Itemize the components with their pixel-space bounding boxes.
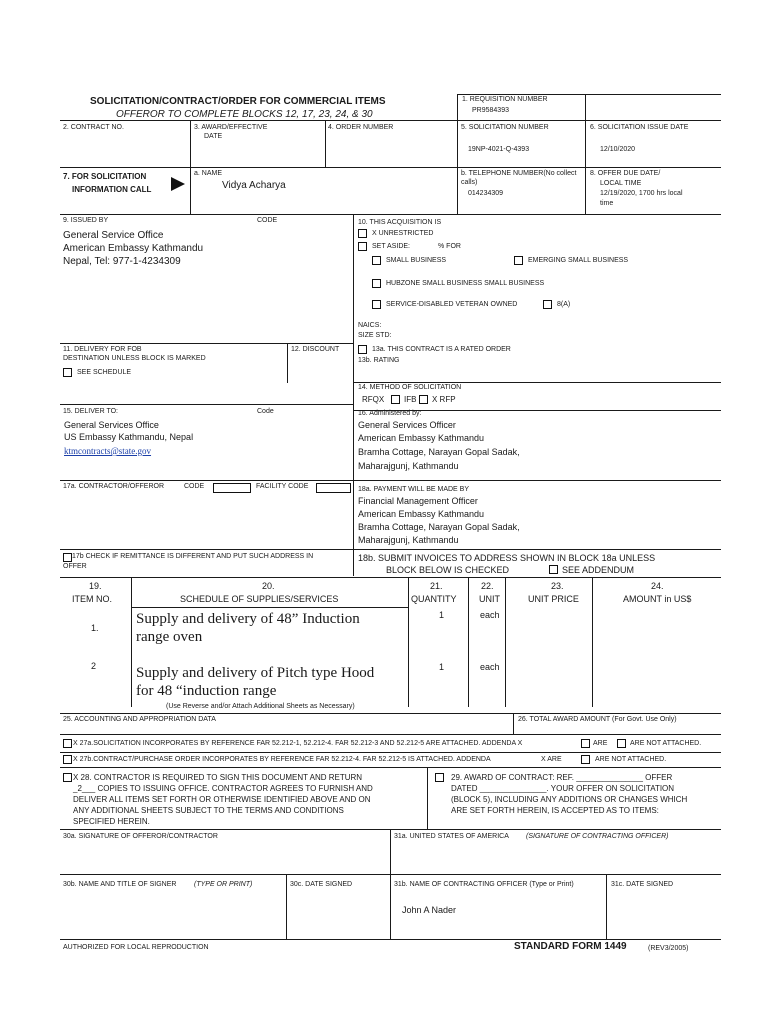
facility-code-label: FACILITY CODE: [256, 483, 309, 490]
29-text-line-3: (BLOCK 5), INCLUDING ANY ADDITIONS OR CHANGES WHICH: [451, 795, 688, 804]
27b-checkbox[interactable]: [63, 755, 72, 764]
officer-name-label: 31b. NAME OF CONTRACTING OFFICER (Type or Print): [394, 881, 574, 888]
hubzone-checkbox[interactable]: [372, 279, 381, 288]
col-21-number: 21.: [430, 581, 443, 591]
date-signed-31c-label: 31c. DATE SIGNED: [611, 881, 674, 888]
officer-name-value[interactable]: John A Nader: [402, 905, 457, 915]
col-item-no: ITEM NO.: [72, 594, 112, 604]
hubzone-label: HUBZONE SMALL BUSINESS SMALL BUSINESS: [386, 280, 545, 287]
size-std-label: SIZE STD:: [358, 332, 392, 339]
col-22-number: 22.: [481, 581, 494, 591]
offer-due-label-2: LOCAL TIME: [600, 180, 642, 187]
ifb-checkbox[interactable]: [419, 395, 428, 404]
arrow-right-icon: [171, 177, 185, 191]
see-addendum-label: SEE ADDENDUM: [562, 565, 635, 575]
col-19-number: 19.: [89, 581, 102, 591]
contract-no-label: 2. CONTRACT NO.: [63, 124, 124, 131]
requisition-label: 1. REQUISITION NUMBER: [462, 96, 548, 103]
issued-by-line-1[interactable]: General Service Office: [63, 230, 164, 241]
footer-reproduction: AUTHORIZED FOR LOCAL REPRODUCTION: [63, 944, 209, 951]
sdvosb-checkbox[interactable]: [372, 300, 381, 309]
27a-checkbox[interactable]: [63, 739, 72, 748]
item-1-description-2[interactable]: range oven: [136, 629, 203, 645]
deliver-to-label: 15. DELIVER TO:: [63, 408, 118, 415]
contractor-code-field[interactable]: [213, 483, 251, 493]
col-quantity: QUANTITY: [411, 594, 457, 604]
solicitation-call-label: 7. FOR SOLICITATION: [63, 172, 147, 181]
27a-are-checkbox[interactable]: [581, 739, 590, 748]
requisition-value[interactable]: PR9584393: [472, 107, 509, 114]
payment-line-2[interactable]: American Embassy Kathmandu: [358, 509, 485, 519]
ifb-label: IFB: [404, 395, 417, 404]
remittance-label-2: OFFER: [63, 563, 87, 570]
col-amount: AMOUNT in US$: [623, 594, 692, 604]
col-schedule: SCHEDULE OF SUPPLIES/SERVICES: [180, 594, 339, 604]
telephone-value[interactable]: 014234309: [468, 190, 504, 197]
deliver-to-line-1[interactable]: General Services Office: [64, 420, 159, 430]
discount-label: 12. DISCOUNT: [291, 346, 340, 353]
rated-order-checkbox[interactable]: [358, 345, 367, 354]
sdvosb-label: SERVICE-DISABLED VETERAN OWNED: [386, 301, 518, 308]
27a-are-not-label: ARE NOT ATTACHED.: [630, 740, 702, 747]
facility-code-field[interactable]: [316, 483, 351, 493]
rfq-checkbox[interactable]: [391, 395, 400, 404]
award-date-label: 3. AWARD/EFFECTIVE: [194, 124, 268, 131]
name-label: a. NAME: [194, 170, 223, 177]
telephone-label-2: calls): [461, 179, 478, 186]
solicitation-number-value[interactable]: 19NP-4021-Q-4393: [468, 146, 530, 153]
col-23-number: 23.: [551, 581, 564, 591]
item-1-description[interactable]: Supply and delivery of 48” Induction: [136, 611, 360, 627]
deliver-to-line-2[interactable]: US Embassy Kathmandu, Nepal: [64, 432, 194, 442]
28-text-line-5: SPECIFIED HEREIN.: [73, 817, 150, 826]
item-2-unit[interactable]: each: [480, 662, 500, 672]
29-text-line-1: 29. AWARD OF CONTRACT: REF. _______________ OFFER: [451, 773, 673, 782]
acquisition-label: 10. THIS ACQUISITION IS: [358, 219, 442, 226]
small-business-label: SMALL BUSINESS: [386, 257, 447, 264]
item-1-unit[interactable]: each: [480, 610, 500, 620]
administered-by-label: 16. Administered by:: [358, 410, 422, 417]
28-text-line-3: DELIVER ALL ITEMS SET FORTH OR OTHERWISE IDENTIFIED ABOVE AND ON: [73, 795, 371, 804]
emerging-business-label: EMERGING SMALL BUSINESS: [528, 257, 629, 264]
administered-by-line-2[interactable]: American Embassy Kathmandu: [358, 433, 485, 443]
contract-email-link[interactable]: ktmcontracts@state.gov: [64, 446, 152, 456]
rating-label: 13b. RATING: [358, 357, 400, 364]
award-date-label-2: DATE: [204, 133, 223, 140]
remittance-checkbox[interactable]: [63, 553, 72, 562]
issued-by-line-3[interactable]: Nepal, Tel: 977-1-4234309: [63, 256, 181, 267]
col-unit-price: UNIT PRICE: [528, 594, 579, 604]
issued-by-code-label: CODE: [257, 217, 278, 224]
item-1-number: 1.: [91, 623, 99, 633]
footer-revision: (REV3/2005): [648, 945, 689, 952]
administered-by-line-4[interactable]: Maharajgunj, Kathmandu: [358, 461, 459, 471]
accounting-label: 25. ACCOUNTING AND APPROPRIATION DATA: [63, 716, 216, 723]
payment-label: 18a. PAYMENT WILL BE MADE BY: [358, 486, 469, 493]
form-subtitle: OFFEROR TO COMPLETE BLOCKS 12, 17, 23, 24, & 30: [116, 109, 373, 120]
eight-a-checkbox[interactable]: [543, 300, 552, 309]
28-text-line-4: ANY ADDITIONAL SHEETS SUBJECT TO THE TERMS AND CONDITIONS: [73, 806, 344, 815]
solicitation-number-label: 5. SOLICITATION NUMBER: [461, 124, 549, 131]
rfp-label: X RFP: [432, 395, 456, 404]
administered-by-line-1[interactable]: General Services Officer: [358, 420, 456, 430]
item-2-quantity[interactable]: 1: [439, 662, 445, 672]
rfq-label: RFQX: [362, 395, 385, 404]
signature-usa-label: 31a. UNITED STATES OF AMERICA: [394, 833, 509, 840]
delivery-fob-label-2: DESTINATION UNLESS BLOCK IS MARKED: [63, 355, 206, 362]
invoice-label: 18b. SUBMIT INVOICES TO ADDRESS SHOWN IN BLOCK 18a UNLESS: [358, 553, 656, 563]
payment-line-3[interactable]: Bramha Cottage, Narayan Gopal Sadak,: [358, 522, 520, 532]
27b-are-not-label: ARE NOT ATTACHED.: [595, 756, 667, 763]
small-business-checkbox[interactable]: [372, 256, 381, 265]
set-aside-checkbox[interactable]: [358, 242, 367, 251]
issue-date-label: 6. SOLICITATION ISSUE DATE: [590, 124, 689, 131]
rated-order-label: 13a. THIS CONTRACT IS A RATED ORDER: [372, 346, 511, 353]
offer-due-label: 8. OFFER DUE DATE/: [590, 170, 661, 177]
invoice-label-2: BLOCK BELOW IS CHECKED: [386, 565, 510, 575]
unrestricted-checkbox[interactable]: [358, 229, 367, 238]
name-value[interactable]: Vidya Acharya: [222, 180, 286, 191]
delivery-fob-label: 11. DELIVERY FOR FOB: [63, 346, 142, 353]
27b-are-label: X ARE: [541, 756, 562, 763]
col-20-number: 20.: [262, 581, 275, 591]
payment-line-4[interactable]: Maharajgunj, Kathmandu: [358, 535, 459, 545]
29-text-line-4: ARE SET FORTH HEREIN, IS ACCEPTED AS TO ITEMS:: [451, 806, 659, 815]
27b-are-not-checkbox[interactable]: [581, 755, 590, 764]
telephone-label: b. TELEPHONE NUMBER(No collect: [461, 170, 577, 177]
date-signed-30c-label: 30c. DATE SIGNED: [290, 881, 353, 888]
total-award-label: 26. TOTAL AWARD AMOUNT (For Govt. Use Only): [518, 716, 677, 723]
item-1-quantity[interactable]: 1: [439, 610, 445, 620]
order-number-label: 4. ORDER NUMBER: [328, 124, 394, 131]
form-title: SOLICITATION/CONTRACT/ORDER FOR COMMERCIAL ITEMS: [90, 96, 386, 107]
administered-by-line-3[interactable]: Bramha Cottage, Narayan Gopal Sadak,: [358, 447, 520, 457]
see-addendum-checkbox[interactable]: [549, 565, 558, 574]
issued-by-label: 9. ISSUED BY: [63, 217, 109, 224]
29-checkbox[interactable]: [435, 773, 444, 782]
solicitation-call-label-2: INFORMATION CALL: [72, 185, 152, 194]
set-aside-label: SET ASIDE:: [372, 243, 410, 250]
percent-for-label: % FOR: [438, 243, 461, 250]
remittance-label: 17b CHECK IF REMITTANCE IS DIFFERENT AND PUT SUCH ADDRESS IN: [72, 553, 314, 560]
emerging-business-checkbox[interactable]: [514, 256, 523, 265]
offer-due-value[interactable]: 12/19/2020, 1700 hrs local: [600, 190, 683, 197]
signer-name-label: 30b. NAME AND TITLE OF SIGNER: [63, 881, 177, 888]
issued-by-line-2[interactable]: American Embassy Kathmandu: [63, 243, 204, 254]
27a-text: X 27a.SOLICITATION INCORPORATES BY REFERENCE FAR 52.212-1, 52.212-4. FAR 52.212-3 AND 52.212-5 ARE ATTACHED. ADDENDA X: [73, 740, 523, 747]
payment-line-1[interactable]: Financial Management Officer: [358, 496, 478, 506]
signer-name-type-label: (TYPE OR PRINT): [194, 881, 253, 888]
naics-label: NAICS:: [358, 322, 382, 329]
28-text-line-1: X 28. CONTRACTOR IS REQUIRED TO SIGN THIS DOCUMENT AND RETURN: [73, 773, 363, 782]
see-schedule-checkbox[interactable]: [63, 368, 72, 377]
offer-due-value-2[interactable]: time: [600, 200, 614, 207]
27b-text: X 27b.CONTRACT/PURCHASE ORDER INCORPORATES BY REFERENCE FAR 52.212-4. FAR 52.212-5 IS ATTACHED. ADDENDA: [73, 756, 491, 763]
contractor-label: 17a. CONTRACTOR/OFFEROR: [63, 483, 164, 490]
27a-are-label: ARE: [593, 740, 608, 747]
reverse-note: (Use Reverse and/or Attach Additional Sheets as Necessary): [166, 703, 355, 710]
see-schedule-label: SEE SCHEDULE: [77, 369, 132, 376]
contractor-code-label: CODE: [184, 483, 205, 490]
27a-are-not-checkbox[interactable]: [617, 739, 626, 748]
col-24-number: 24.: [651, 581, 664, 591]
eight-a-label: 8(A): [557, 301, 571, 308]
28-checkbox[interactable]: [63, 773, 72, 782]
unrestricted-label: X UNRESTRICTED: [372, 230, 434, 237]
item-2-number: 2: [91, 661, 97, 671]
item-2-description[interactable]: Supply and delivery of Pitch type Hood: [136, 665, 375, 681]
footer-form-name: STANDARD FORM 1449: [514, 941, 627, 952]
col-unit: UNIT: [479, 594, 500, 604]
item-2-description-2[interactable]: for 48 “induction range: [136, 683, 277, 699]
signature-offeror-label: 30a. SIGNATURE OF OFFEROR/CONTRACTOR: [63, 833, 218, 840]
28-text-line-2: _2___ COPIES TO ISSUING OFFICE. CONTRACTOR AGREES TO FURNISH AND: [73, 784, 373, 793]
issue-date-value[interactable]: 12/10/2020: [600, 146, 636, 153]
signature-officer-label: (SIGNATURE OF CONTRACTING OFFICER): [526, 833, 669, 840]
method-label: 14. METHOD OF SOLICITATION: [358, 384, 462, 391]
deliver-to-code-label: Code: [257, 408, 274, 415]
29-text-line-2: DATED _______________. YOUR OFFER ON SOLICITATION: [451, 784, 675, 793]
